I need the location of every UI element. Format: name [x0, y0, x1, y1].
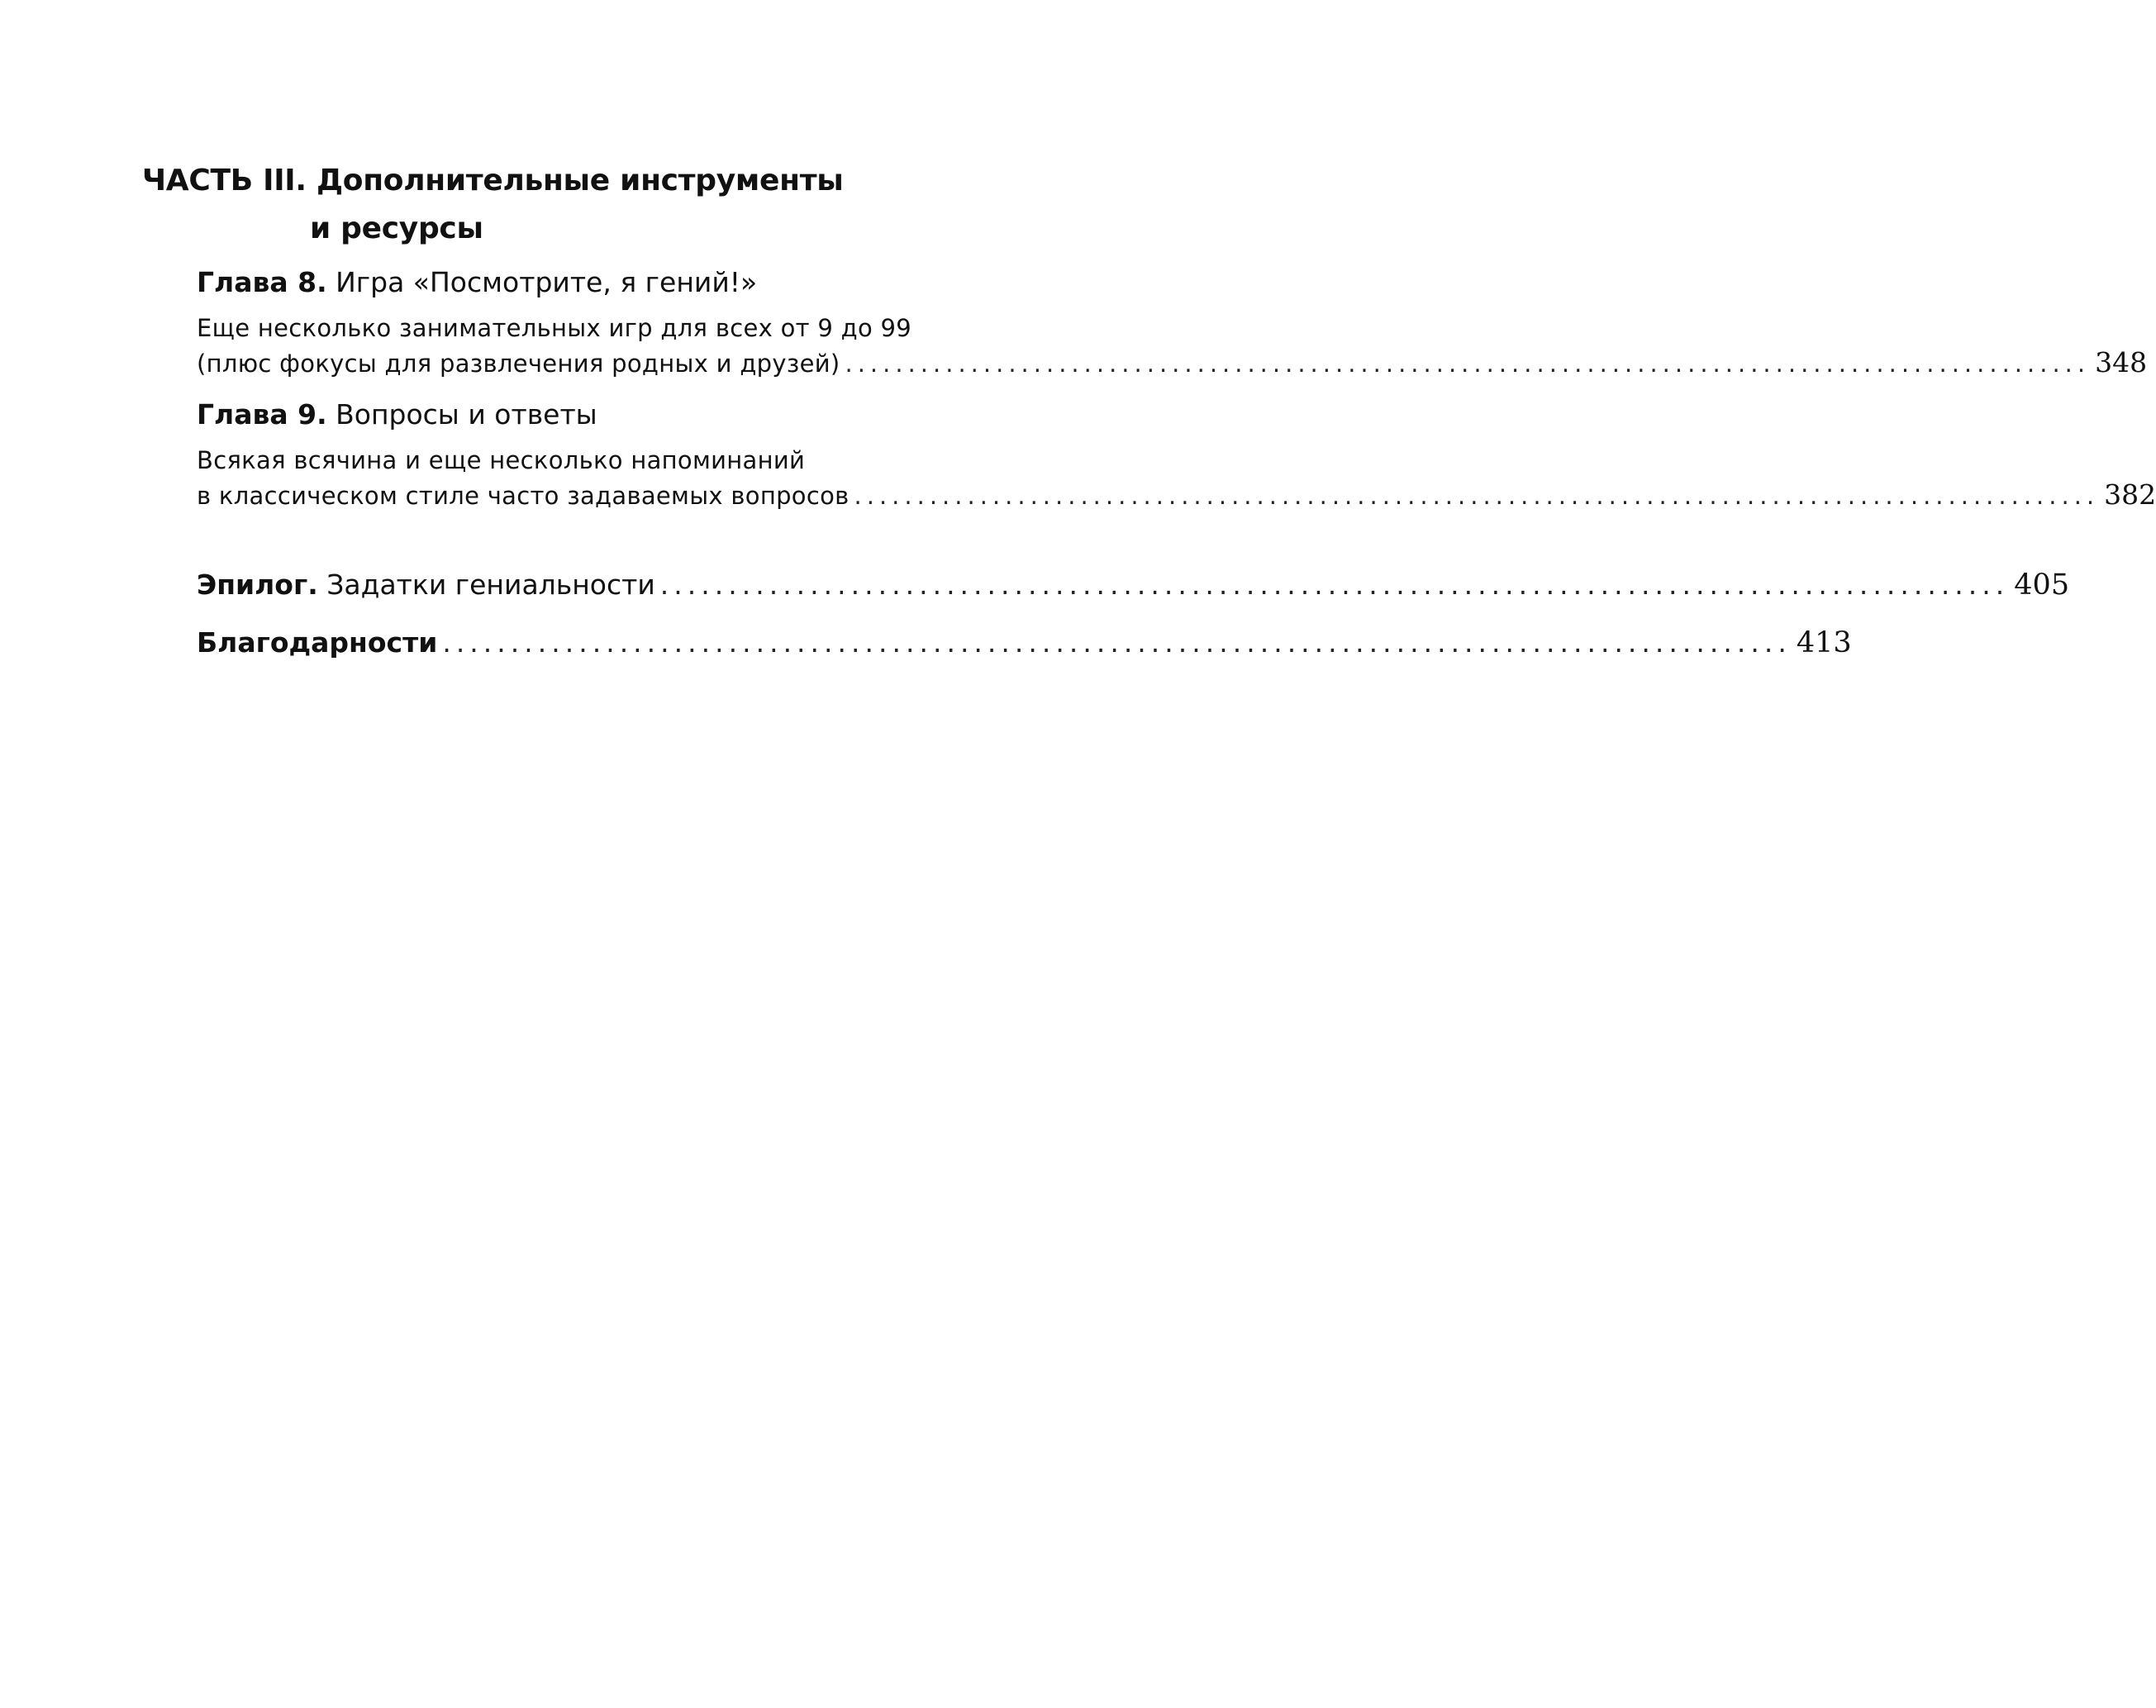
chapter-title: Вопросы и ответы: [336, 398, 597, 431]
page-number: 382: [2104, 478, 2156, 511]
dot-leader: ...................................................................................................: [442, 626, 1792, 659]
dot-leader: ...................................................................................................: [854, 482, 2100, 510]
toc-entry-chapter-9[interactable]: [197, 397, 2156, 513]
chapter-description-line-1: Еще несколько занимательных игр для всех от 9 до 99: [197, 314, 912, 342]
page-number: 405: [2014, 569, 2070, 602]
chapter-description-line-2: [197, 345, 2148, 381]
chapter-description: [197, 443, 2156, 513]
chapter-label: Глава 8.: [197, 266, 327, 298]
page-number: 348: [2095, 346, 2148, 378]
chapter-description-text: (плюс фокусы для развлечения родных и друзей): [197, 350, 840, 378]
chapter-title: Игра «Посмотрите, я гений!»: [336, 266, 758, 298]
acknowledgements-label: Благодарности: [197, 626, 438, 659]
epilogue-heading: [197, 565, 655, 605]
toc-entry-epilogue[interactable]: [197, 565, 2070, 605]
epilogue-label: Эпилог.: [197, 569, 318, 601]
chapter-description-text: в классическом стиле часто задаваемых вопросов: [197, 482, 850, 510]
part-title-line-1: ЧАСТЬ III. Дополнительные инструменты: [142, 164, 844, 197]
part-title-line-2: и ресурсы: [310, 212, 483, 245]
chapter-description-line-1: Всякая всячина и еще несколько напоминаний: [197, 446, 806, 474]
toc-entry-acknowledgements[interactable]: [197, 623, 1852, 663]
epilogue-line: [197, 565, 2070, 605]
chapter-description-line-2: [197, 478, 2156, 513]
dot-leader: ...................................................................................................: [659, 569, 2010, 601]
part-title: [142, 157, 844, 253]
chapter-heading: [197, 397, 1028, 433]
dot-leader: ...................................................................................................: [845, 350, 2091, 378]
chapter-label: Глава 9.: [197, 398, 327, 431]
chapter-heading: [197, 264, 1028, 301]
toc-entry-chapter-8[interactable]: [197, 264, 2148, 381]
page-number: 413: [1796, 626, 1852, 659]
chapter-description: [197, 311, 2148, 381]
epilogue-title: Задатки гениальности: [326, 569, 655, 601]
acknowledgements-line: [197, 623, 1852, 663]
